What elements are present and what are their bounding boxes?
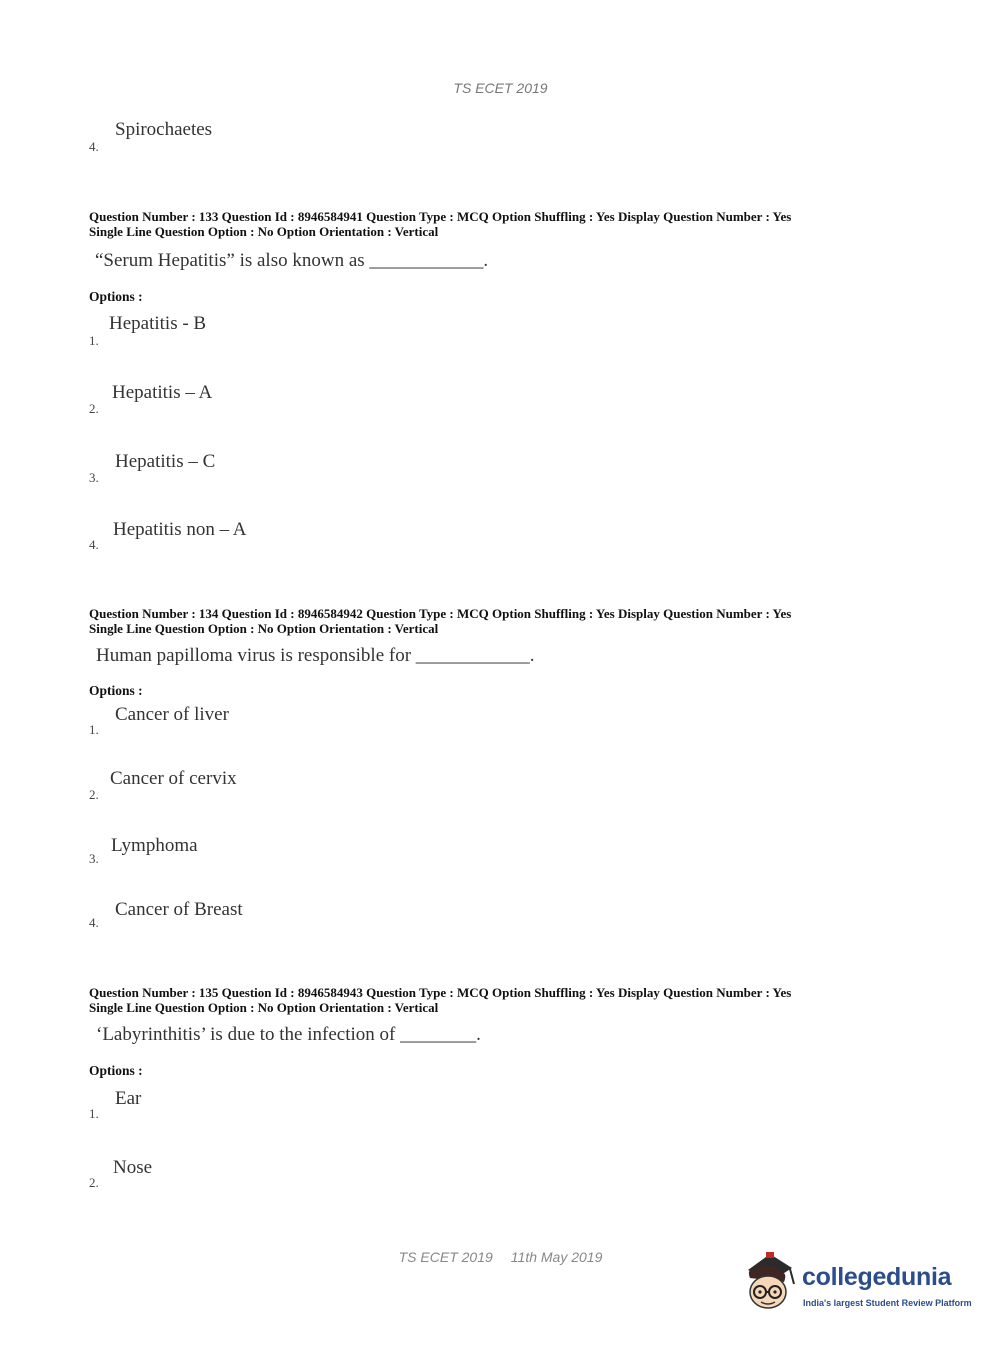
prev-option-text: Spirochaetes [115,119,213,140]
prev-option-number: 4. [89,139,99,154]
options-label: Options : [89,1063,143,1078]
option-text: Hepatitis - B [109,313,207,334]
option-text: Hepatitis non – A [113,519,247,540]
option-number: 1. [89,333,99,348]
collegedunia-logo [742,1248,972,1318]
option-number: 3. [89,470,99,485]
option-text: Hepatitis – A [112,382,213,403]
mascot-icon [742,1248,804,1318]
option-number: 4. [89,537,99,552]
logo-tagline: India's largest Student Review Platform [803,1298,972,1308]
question-meta-line1: Question Number : 135 Question Id : 8946584943 Question Type : MCQ Option Shuffling : Yes Display Question Number : Yes [89,985,792,1000]
option-number: 2. [89,1175,99,1190]
option-text: Lymphoma [111,835,198,856]
question-text: “Serum Hepatitis” is also known as ____________. [95,250,489,271]
option-number: 1. [89,722,99,737]
footer-exam: TS ECET 2019 [398,1249,493,1265]
options-label: Options : [89,683,143,698]
question-meta-line1: Question Number : 134 Question Id : 8946584942 Question Type : MCQ Option Shuffling : Yes Display Question Number : Yes [89,606,792,621]
option-text: Cancer of cervix [110,768,237,789]
question-text: Human papilloma virus is responsible for ____________. [96,645,535,666]
option-text: Cancer of liver [115,704,229,725]
option-number: 4. [89,915,99,930]
logo-brand-text: collegedunia [802,1263,952,1291]
question-meta-line2: Single Line Question Option : No Option Orientation : Vertical [89,621,439,636]
option-text: Hepatitis – C [115,451,216,472]
question-meta-line1: Question Number : 133 Question Id : 8946584941 Question Type : MCQ Option Shuffling : Yes Display Question Number : Yes [89,209,792,224]
page-header: TS ECET 2019 [453,80,548,96]
option-number: 3. [89,851,99,866]
footer-date: 11th May 2019 [510,1249,603,1265]
option-text: Ear [115,1088,142,1109]
option-number: 2. [89,787,99,802]
option-number: 2. [89,401,99,416]
options-label: Options : [89,289,143,304]
question-meta-line2: Single Line Question Option : No Option Orientation : Vertical [89,224,439,239]
option-text: Cancer of Breast [115,899,243,920]
question-meta-line2: Single Line Question Option : No Option Orientation : Vertical [89,1000,439,1015]
question-text: ‘Labyrinthitis’ is due to the infection of ________. [96,1024,481,1045]
option-text: Nose [113,1157,153,1178]
option-number: 1. [89,1106,99,1121]
